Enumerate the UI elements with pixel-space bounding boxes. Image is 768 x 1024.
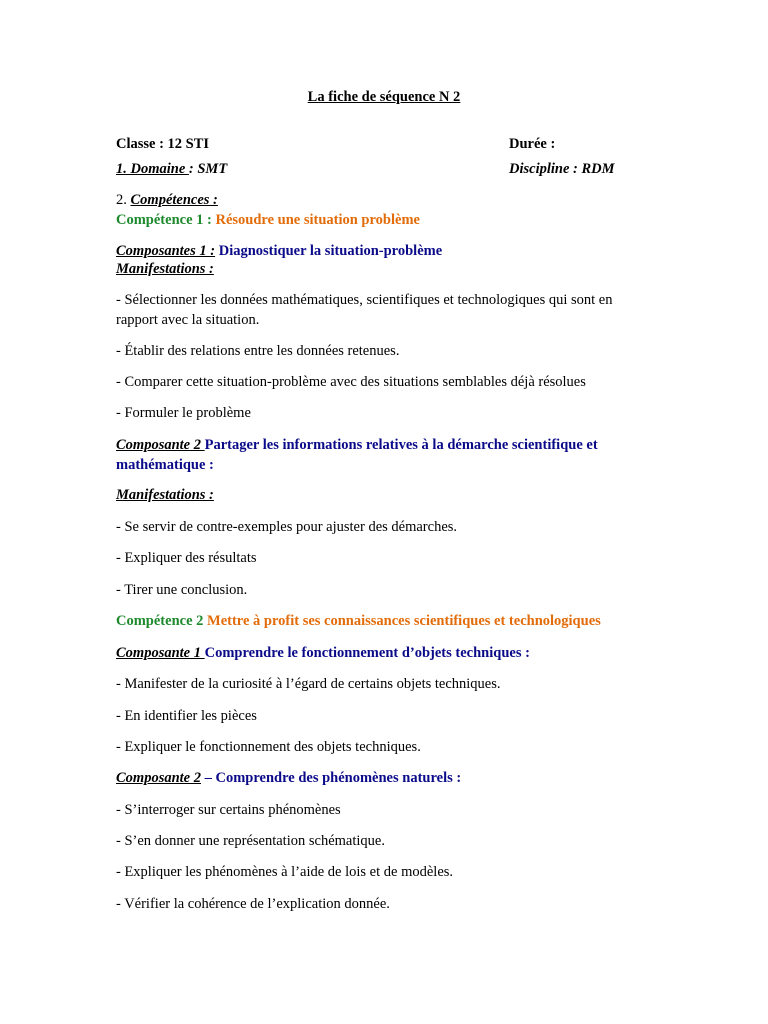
c2-composante-1-text: Comprendre le fonctionnement d’objets techniques : (204, 645, 530, 661)
c2-comp2-item-1: - S’interroger sur certains phénomènes (116, 802, 341, 818)
c1-composante-1-heading (116, 242, 442, 260)
competence-2-text: Mettre à profit ses connaissances scientifiques et technologiques (207, 613, 601, 629)
c1-composante-2-text: Partager les informations relatives à la démarche scientifique et mathématique : (116, 437, 598, 473)
c2-composante-1-heading (116, 644, 530, 662)
c1-composante-1-text: Diagnostiquer la situation-problème (215, 243, 443, 259)
c2-comp1-item-1: - Manifester de la curiosité à l’égard de certains objets techniques. (116, 676, 501, 692)
discipline-label: Discipline : RDM (509, 161, 615, 177)
c2-comp2-item-4: - Vérifier la cohérence de l’explication donnée. (116, 896, 390, 912)
competence-2-label: Compétence 2 (116, 613, 208, 629)
domaine-line (116, 160, 227, 178)
c1-composante-2-heading (116, 435, 652, 475)
c2-composante-2-label: Composante 2 (116, 770, 201, 786)
c2-comp2-item-3: - Expliquer les phénomènes à l’aide de lois et de modèles. (116, 864, 454, 880)
competence-2-heading (116, 612, 601, 630)
document-title: La fiche de séquence N 2 (307, 89, 461, 105)
duree-label: Durée : (509, 136, 556, 152)
c2-composante-2-heading (116, 769, 461, 787)
c1-comp2-item-1: - Se servir de contre-exemples pour ajuster des démarches. (116, 519, 458, 535)
c2-comp2-item-2: - S’en donner une représentation schématique. (116, 833, 385, 849)
c1-composante-2-manifestations: Manifestations : (116, 487, 214, 503)
c2-comp1-item-2: - En identifier les pièces (116, 708, 257, 724)
competence-1-heading (116, 211, 420, 229)
c1-comp1-item-2: - Établir des relations entre les données retenues. (116, 343, 400, 359)
c1-comp1-item-1: - Sélectionner les données mathématiques, scientifiques et technologiques qui sont en rapport avec la situation. (116, 292, 613, 328)
c2-composante-2-text: – Comprendre des phénomènes naturels : (201, 770, 462, 786)
competences-label: Compétences : (130, 192, 218, 208)
c2-composante-1-label: Composante 1 (116, 645, 205, 661)
c1-composante-1-manifestations: Manifestations : (116, 261, 214, 277)
c1-comp1-item-4: - Formuler le problème (116, 405, 251, 421)
competences-number: 2. (116, 192, 131, 208)
competences-heading (116, 191, 218, 209)
domaine-value: : SMT (188, 161, 228, 177)
c1-composante-1-label: Composantes 1 : (116, 243, 216, 259)
domaine-label: 1. Domaine (116, 161, 189, 177)
c2-comp1-item-3: - Expliquer le fonctionnement des objets techniques. (116, 739, 421, 755)
classe-label: Classe : 12 STI (116, 136, 210, 152)
document-page (116, 0, 656, 1024)
competence-1-text: Résoudre une situation problème (215, 212, 420, 228)
competence-1-label: Compétence 1 : (116, 212, 216, 228)
c1-composante-2-label: Composante 2 (116, 437, 205, 453)
c1-comp1-item-3: - Comparer cette situation-problème avec des situations semblables déjà résolues (116, 374, 586, 390)
c1-comp2-item-2: - Expliquer des résultats (116, 550, 257, 566)
c1-comp2-item-3: - Tirer une conclusion. (116, 582, 248, 598)
